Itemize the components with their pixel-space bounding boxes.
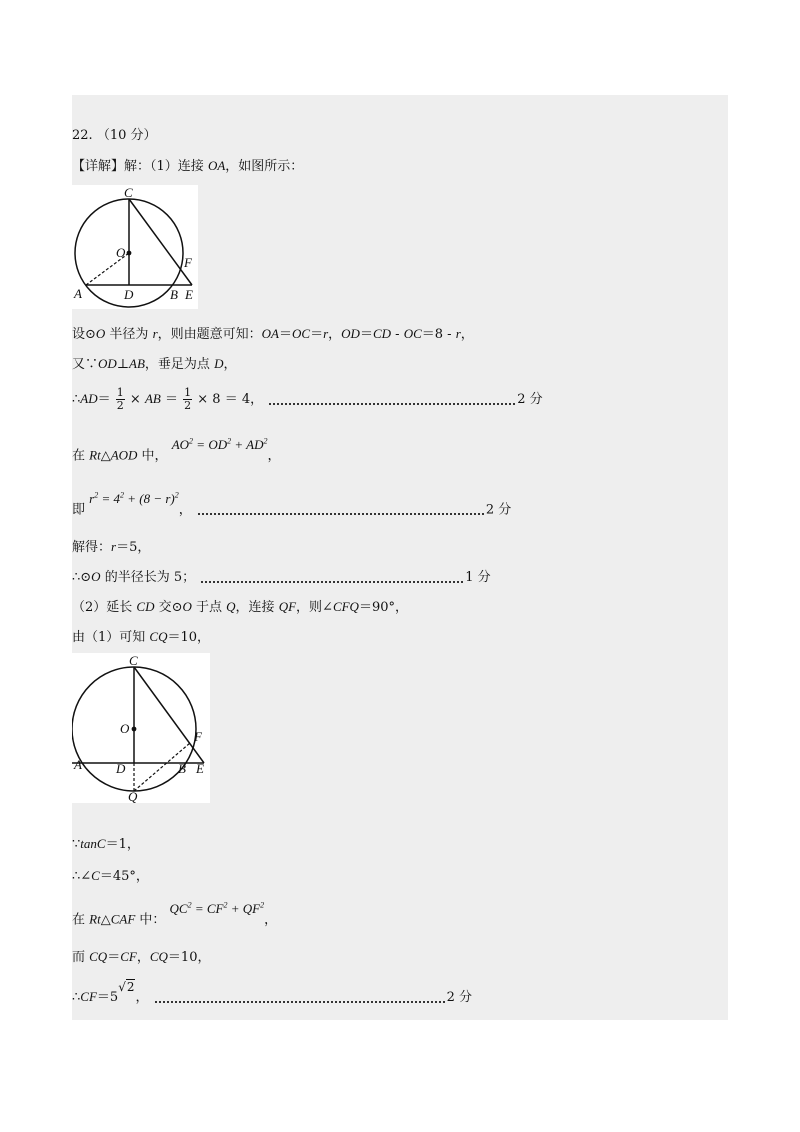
text-run: QF [278, 599, 297, 614]
score-leader-dots [155, 992, 445, 1003]
label-o: O [116, 245, 126, 260]
superscript: 2 [187, 901, 192, 910]
text-run: CD [372, 326, 392, 341]
text-run: 中， [137, 448, 168, 464]
line-tan-c [72, 835, 140, 854]
text-run: O [91, 569, 101, 584]
text-run: O [95, 326, 106, 341]
text-run: OC [292, 326, 311, 341]
text-run: （2）延长 [72, 600, 137, 615]
text-run: OD [341, 326, 360, 341]
text-run: AO [171, 437, 190, 453]
text-run: ， [136, 950, 150, 965]
text-run: Rt [89, 911, 101, 927]
geometry-figure-2 [72, 653, 210, 803]
text-run: OA [207, 158, 226, 173]
score-mark: 2 分 [517, 392, 543, 407]
line-part2-intro [72, 598, 408, 617]
text-run: ，则∠ [296, 600, 333, 615]
text-run: ， [135, 990, 149, 1005]
line-solve [72, 538, 150, 557]
text-run: ＝90°， [358, 600, 408, 615]
label-d: D [116, 761, 126, 776]
text-run: （10 分） [96, 128, 157, 143]
text-run: r [323, 326, 329, 341]
text-run: ＝45°， [99, 869, 149, 884]
text-run: ＝ [359, 327, 373, 342]
text-run: C [91, 868, 100, 883]
text-run: ∴ [72, 990, 81, 1005]
text-run: CQ [149, 949, 168, 964]
text-run: 设⊙ [72, 327, 96, 342]
text-run: △ [100, 448, 111, 464]
score-mark: 2 分 [446, 990, 473, 1005]
text-run: OC [403, 326, 422, 341]
text-run: AD [80, 391, 98, 406]
geometry-figure-1 [72, 185, 198, 309]
line-radius-result [72, 568, 491, 587]
text-run: ， [223, 357, 237, 372]
text-run: ，垂足为点 [144, 357, 215, 372]
text-run: ， [267, 448, 281, 464]
text-run: ＝ [97, 392, 111, 407]
text-run: △ [100, 912, 111, 928]
label-c: C [124, 185, 133, 200]
text-run: 于点 [191, 600, 227, 615]
text-run: ， [250, 392, 264, 407]
superscript: 2 [174, 491, 179, 500]
label-c: C [129, 653, 138, 668]
superscript: 2 [189, 437, 194, 446]
text-run: × 8 ＝ 4 [197, 392, 251, 407]
text-run: ，则由题意可知： [157, 327, 262, 342]
detail-intro [72, 157, 303, 176]
text-run: 【详解】 [72, 159, 125, 174]
score-leader-dots [269, 394, 515, 405]
text-run: × [129, 392, 145, 407]
text-run: + QF [227, 901, 261, 917]
text-run: ， [460, 327, 474, 342]
center-point [132, 727, 137, 732]
text-run: 由（1）可知 [72, 630, 150, 645]
text-run: ＝8 - [421, 327, 456, 342]
text-run: 2 [116, 399, 124, 412]
label-e: E [185, 287, 193, 302]
text-run: ＝1， [105, 837, 140, 852]
text-run: r [89, 491, 95, 507]
text-run: ∴ [72, 392, 81, 407]
label-d: D [124, 287, 134, 302]
text-run: ∵ [72, 837, 81, 852]
label-o: O [120, 721, 130, 736]
center-point [127, 251, 132, 256]
superscript: 2 [227, 437, 232, 446]
text-run: ∴⊙ [72, 570, 92, 585]
label-b: B [170, 287, 178, 302]
label-f: F [194, 729, 202, 744]
text-run: 解得： [72, 540, 112, 555]
text-run: ＝5 [96, 990, 119, 1005]
text-run: = OD [193, 437, 228, 453]
text-run: ，连接 [235, 600, 279, 615]
text-run: CD [136, 599, 155, 614]
text-run: 22. [72, 128, 93, 143]
text-run: 1 [116, 386, 124, 399]
score-leader-dots [198, 504, 484, 515]
text-run: QC [169, 901, 188, 917]
text-run: 即 [72, 502, 90, 518]
equation-r [89, 491, 179, 506]
text-run: CF [120, 949, 137, 964]
text-run: 2 [184, 399, 192, 412]
score-leader-dots [201, 572, 463, 583]
text-run: = 4 [98, 491, 120, 507]
text-run: ，如图所示： [225, 159, 304, 174]
text-run: CQ [149, 629, 168, 644]
line-radius-setup [72, 325, 474, 344]
superscript: 2 [119, 491, 124, 500]
superscript: 2 [263, 437, 268, 446]
text-run: CAF [110, 911, 136, 927]
text-run: AB [129, 356, 145, 371]
superscript: 2 [260, 901, 265, 910]
line-cq-value [72, 628, 210, 647]
text-run: = CF [191, 901, 224, 917]
text-run: 1 [184, 386, 192, 399]
text-run: ， [328, 327, 342, 342]
text-run: OD [98, 356, 117, 371]
superscript: 2 [94, 491, 99, 500]
text-run: + (8 − r) [123, 491, 175, 507]
text-run: ＝ [107, 950, 121, 965]
text-run: Rt [89, 447, 101, 463]
label-a: A [74, 286, 82, 301]
text-run: ∴∠ [72, 869, 92, 884]
text-run: tanC [80, 836, 106, 851]
fraction-half [116, 387, 125, 412]
label-b: B [178, 761, 186, 776]
line-perpendicular [72, 355, 236, 374]
text-run: ， [264, 912, 278, 928]
text-run: 中： [135, 912, 166, 928]
line-cq-cf [72, 948, 210, 967]
label-f: F [184, 255, 192, 270]
line-pythagoras-caf [72, 901, 278, 929]
text-run: ＝ [278, 327, 292, 342]
text-run: 而 [72, 950, 90, 965]
score-mark: 1 分 [465, 570, 491, 585]
label-e: E [196, 761, 204, 776]
text-run: ＝ [160, 392, 178, 407]
text-run: CQ [89, 949, 108, 964]
score-mark: 2 分 [485, 502, 512, 518]
text-run: ， [178, 502, 192, 518]
text-run: r [111, 539, 117, 554]
text-run: ＝10， [167, 950, 211, 965]
line-cf-result [72, 980, 473, 1007]
line-equation-r [72, 491, 512, 519]
text-run: D [214, 356, 224, 371]
text-run: 的半径长为 5； [100, 570, 196, 585]
text-run: AB [144, 391, 161, 406]
text-run: ⊥ [116, 357, 130, 372]
text-run: OA [261, 326, 279, 341]
text-run: + AD [231, 437, 264, 453]
text-run: ＝10， [167, 630, 211, 645]
text-run: CFQ [332, 599, 359, 614]
text-run: r [152, 326, 158, 341]
text-run: 交⊙ [154, 600, 183, 615]
line-pythagoras-aod [72, 437, 281, 465]
label-q: Q [128, 789, 138, 803]
label-a: A [74, 757, 82, 772]
equation-aod [172, 437, 268, 452]
segment-ce [134, 667, 204, 763]
line-ad-value [72, 387, 543, 412]
text-run: 又∵ [72, 357, 99, 372]
answer-sheet [72, 95, 728, 1020]
text-run: 在 [72, 912, 90, 928]
text-run: 在 [72, 448, 90, 464]
equation-caf [170, 901, 265, 916]
text-run: Q [226, 599, 236, 614]
text-run: r [455, 326, 461, 341]
text-run: O [182, 599, 192, 614]
text-run: AOD [110, 447, 138, 463]
sqrt-two: √2 [118, 980, 135, 994]
text-run: CF [80, 989, 97, 1004]
text-run: 半径为 [105, 327, 153, 342]
text-run: ＝ [310, 327, 324, 342]
text-run: - [391, 327, 404, 342]
superscript: 2 [223, 901, 228, 910]
problem-header [72, 127, 157, 145]
text-run: ＝5， [116, 540, 151, 555]
text-run: 2 [126, 980, 135, 994]
line-angle-c [72, 867, 149, 886]
fraction-half-2 [183, 387, 192, 412]
text-run: 解：（1）连接 [124, 159, 204, 174]
